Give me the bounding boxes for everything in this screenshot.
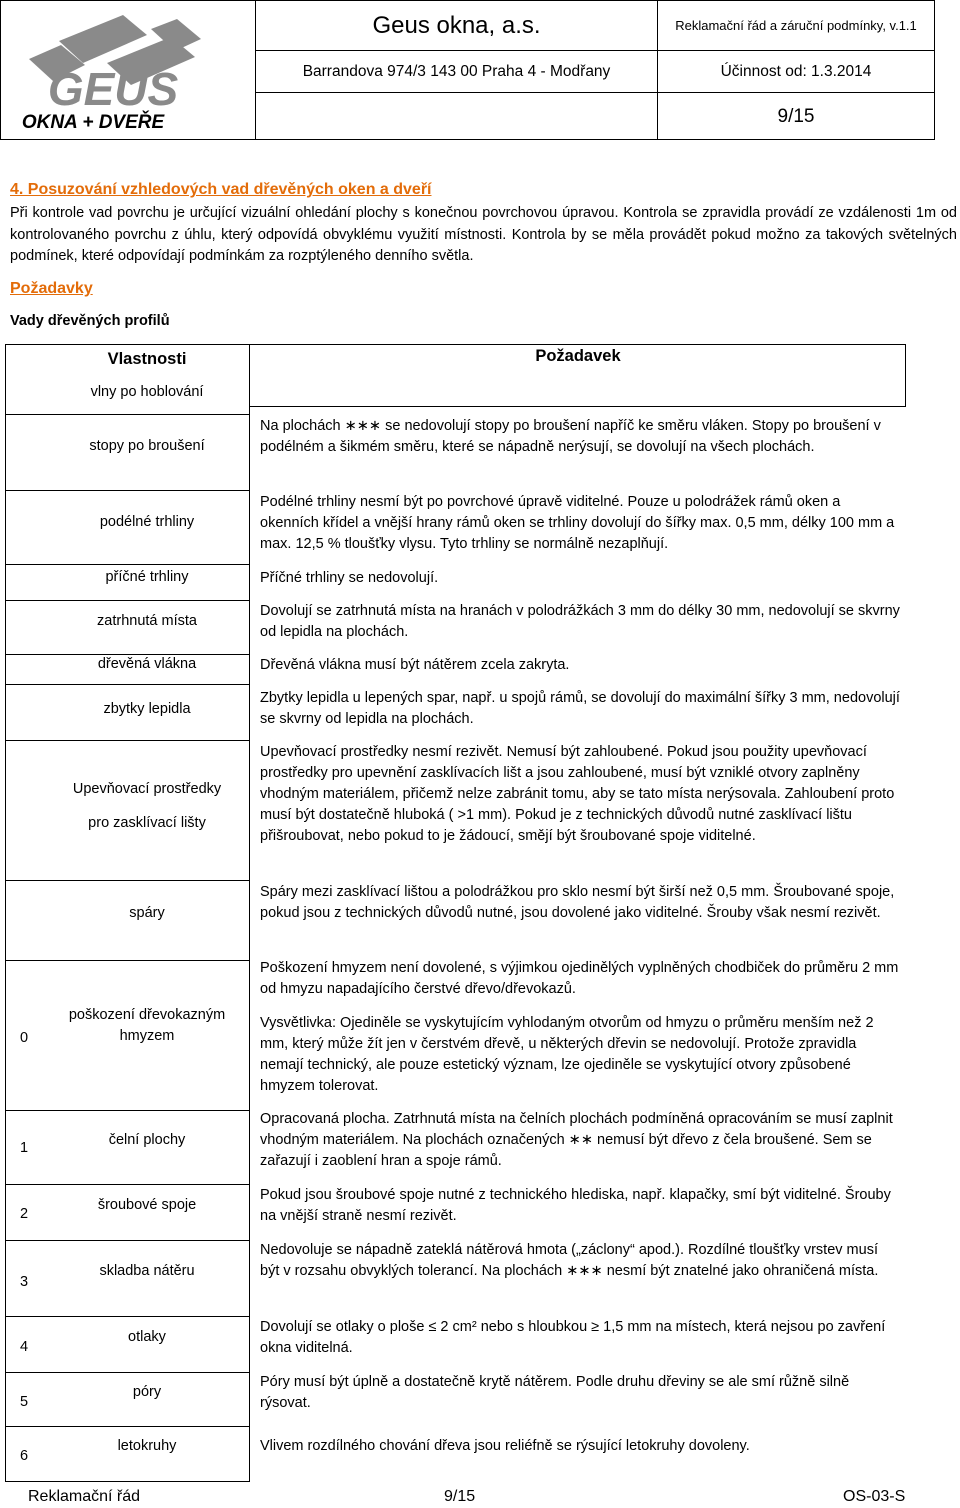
requirement-cell: Spáry mezi zasklívací lištou a polodrážkou pro sklo nesmí být širší než 0,5 mm. Šroubované spoje, pokud jsou z technických důvodů nutné, jsou dovolené jako viditelné. Šrouby však nesmí rezivět. [260, 884, 895, 921]
requirement-cell: Dovolují se zatrhnutá místa na hranách v polodrážkách 3 mm do délky 30 mm, nedovolují se skvrny od lepidla na plochách. [260, 603, 900, 640]
row-number: 4 [19, 1339, 29, 1355]
table-top-right [250, 344, 906, 345]
requirement-cell: Pokud jsou šroubové spoje nutné z technického hlediska, např. klapačky, smí být viditelné. Šrouby na vnější straně nesmí rezivět. [260, 1187, 891, 1224]
logo-subtext: OKNA + DVEŘE [21, 112, 165, 133]
property-cell: zatrhnutá místa [97, 613, 197, 629]
header-blank-cell [256, 93, 658, 139]
table-divider [249, 344, 250, 1482]
logo-cell [1, 1, 256, 139]
property-cell: skladba nátěru [99, 1263, 195, 1279]
effective-date: Účinnost od: 1.3.2014 [658, 51, 934, 93]
requirement-cell: Vlivem rozdílného chování dřeva jsou reliéfně se rýsující letokruhy dovoleny. [260, 1438, 750, 1454]
row-line [5, 1240, 250, 1241]
requirement-cell: Poškození hmyzem není dovolené, s výjimkou ojedinělých vyplněných chodbiček do průměru 2 mm od hmyzu napadajícího čerstvé dřevo/dřevokazů. [260, 960, 899, 997]
property-cell: šroubové spoje [97, 1197, 197, 1213]
property-cell: pro zasklívací lišty [88, 815, 206, 831]
row-line [5, 960, 250, 961]
intro-paragraph: Při kontrole vad povrchu je určující vizuální ohledání plochy s konečnou povrchovou úpravou. Kontrola se zpravidla provádí ze vzdálenosti 1m od kontrolovaného povrchu z úhlu, který odpovídá obvyklému využití místnosti. Kontrola by se měla provádět pokud možno za takových světelných podmínek, které odpovídají podmínkám za rozptýleného denního světla. [10, 205, 957, 264]
header-row-bottom [250, 406, 906, 407]
row-number: 2 [19, 1206, 29, 1222]
property-cell: zbytky lepidla [103, 701, 191, 717]
row-number: 6 [19, 1448, 29, 1464]
row-line [5, 1372, 250, 1373]
table-top-left [5, 344, 250, 345]
document-header [0, 0, 935, 140]
subheading: Vady dřevěných profilů [10, 313, 170, 329]
row-line [5, 880, 250, 881]
requirement-cell: Dovolují se otlaky o ploše ≤ 2 cm² nebo s hloubkou ≥ 1,5 mm na místech, která nejsou po zavření okna viditelná. [260, 1319, 886, 1356]
row-line [5, 1316, 250, 1317]
company-name: Geus okna, a.s. [256, 1, 658, 51]
property-cell: spáry [129, 905, 165, 921]
column-header-requirement: Požadavek [535, 347, 621, 365]
row-line [5, 1110, 250, 1111]
property-cell: póry [132, 1384, 162, 1400]
row-line [5, 740, 250, 741]
property-cell: podélné trhliny [99, 514, 195, 530]
row-number: 0 [19, 1030, 29, 1046]
property-cell: otlaky [128, 1329, 166, 1345]
requirement-cell: Vysvětlivka: Ojediněle se vyskytujícím vyhlodaným otvorům od hmyzu o průměru menším než 2 mm, který může žít jen v čerstvém dřevě, u některých dřevin se nedovolují. Protože zpravidla nemají technický, ale pouze estetický význam, lze ojediněle se vyskytující otvory způsobené hmyzem tolerovat. [260, 1015, 874, 1094]
requirement-cell: Nedovoluje se nápadně zateklá nátěrová hmota („záclony“ apod.). Rozdílné tloušťky vrstev musí být v rozsahu obvyklých tolerancí. Na plochách ∗∗∗ nesmí být znatelné jako ohraničená místa. [260, 1242, 879, 1279]
property-cell: čelní plochy [108, 1132, 186, 1148]
page-number: 9/15 [777, 106, 815, 127]
column-header-property: Vlastnosti [107, 350, 187, 368]
requirement-cell: Příčné trhliny se nedovolují. [260, 570, 439, 586]
row-line [5, 684, 250, 685]
row-number: 1 [19, 1140, 29, 1156]
property-cell: příčné trhliny [105, 569, 189, 585]
requirement-cell: Opracovaná plocha. Zatrhnutá místa na čelních plochách podmíněná opracováním se musí zaplnit vhodným materiálem. Na plochách označených ∗∗ nemusí být dřevo z čela broušené. Sem se zařazují i zaoblení hran a spoje rámů. [260, 1111, 893, 1169]
row-line [5, 600, 250, 601]
requirement-cell: Na plochách ∗∗∗ se nedovolují stopy po broušení napříč ke směru vláken. Stopy po broušení v podélném a šikmém směru, které se nápadně nerýsují, se dovolují na všech plochách. [260, 418, 881, 455]
row-line [5, 564, 250, 565]
footer-page: 9/15 [444, 1488, 476, 1505]
requirement-cell: Zbytky lepidla u lepených spar, např. u spojů rámů, se dovolují do maximální šířky 3 mm, nedovolují se skvrny od lepidla na plochách. [260, 690, 900, 727]
property-cell: stopy po broušení [89, 438, 205, 454]
company-address: Barrandova 974/3 143 00 Praha 4 - Modřany [256, 51, 658, 93]
table-bottom-line [5, 1481, 250, 1482]
property-cell: poškození dřevokazným hmyzem [68, 1007, 226, 1044]
requirement-cell: Upevňovací prostředky nesmí rezivět. Nemusí být zahloubené. Pokud jsou použity upevňovací prostředky pro upevnění zasklívacích lišt a jsou zahloubené, musí být vzniklé otvory zaplněny vhodným materiálem, přičemž nelze zabránit tomu, aby se tato místa nerýsovala. Zahloubení proto musí být dostatečně hluboká ( >1 mm). Pokud je z technických důvodů nutné zasklívací lištu přišroubovat, nebo pokud to je žádoucí, smějí být šroubované spoje viditelné. [260, 744, 895, 844]
row-line [5, 414, 250, 415]
logo-wordmark: GEUS [47, 63, 179, 115]
requirements-table [5, 344, 906, 1482]
row-line [5, 1184, 250, 1185]
document-title: Reklamační řád a záruční podmínky, v.1.1 [658, 1, 934, 51]
row-line [5, 490, 250, 491]
table-border-left [5, 344, 6, 1482]
property-cell: vlny po hoblování [90, 384, 204, 400]
row-number: 3 [19, 1274, 29, 1290]
requirement-cell: Dřevěná vlákna musí být nátěrem zcela zakryta. [260, 657, 570, 673]
footer-right: OS-03-S [843, 1488, 906, 1505]
requirements-heading: Požadavky [10, 280, 93, 297]
footer-left: Reklamační řád [28, 1488, 141, 1505]
geus-logo [1, 1, 255, 139]
requirement-cell: Póry musí být úplně a dostatečně krytě nátěrem. Podle druhu dřeviny se ale smí růžně silně rýsovat. [260, 1374, 850, 1411]
section-title: 4. Posuzování vzhledových vad dřevěných oken a dveří [10, 181, 432, 198]
property-cell: letokruhy [117, 1438, 177, 1454]
requirement-cell: Podélné trhliny nesmí být po povrchové úpravě viditelné. Pouze u polodrážek rámů oken a okenních křídel a vnější hrany rámů oken se trhliny dovolují do šířky max. 0,5 mm, délky 100 mm a max. 12,5 % tloušťky vlysu. Tyto trhliny se normálně nezaplňují. [260, 494, 895, 552]
property-cell: Upevňovací prostředky [72, 781, 222, 797]
row-number: 5 [19, 1394, 29, 1410]
property-cell: dřevěná vlákna [97, 656, 197, 672]
row-line [5, 1426, 250, 1427]
